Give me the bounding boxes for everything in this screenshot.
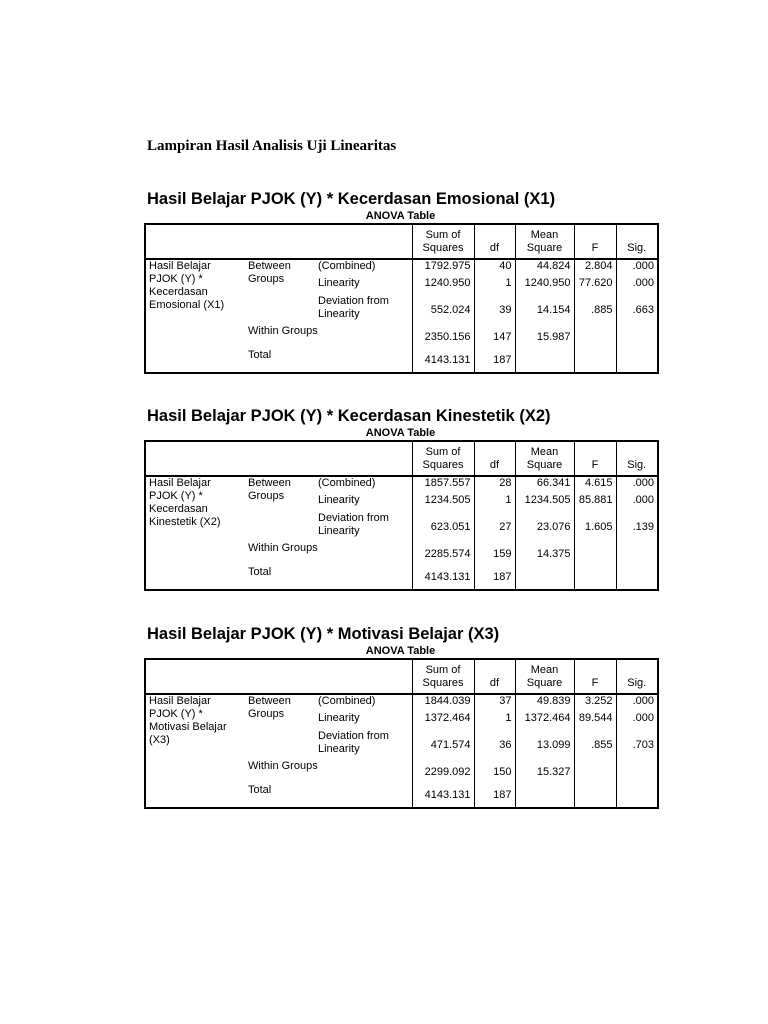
col-header-df: df <box>474 224 515 259</box>
total-label: Total <box>248 784 272 796</box>
cell-ss: 2350.156 <box>412 325 474 349</box>
cell-df: 37 <box>474 694 515 712</box>
cell-ms: 1234.505 <box>515 494 574 512</box>
cell-ms <box>515 349 574 373</box>
cell-ss: 2285.574 <box>412 542 474 566</box>
col-header-df: df <box>474 441 515 476</box>
cell-ms: 15.987 <box>515 325 574 349</box>
deviation-label: Deviation from Linearity <box>318 730 389 755</box>
table-row-combined <box>145 259 658 277</box>
cell-ms: 14.375 <box>515 542 574 566</box>
table-row-combined <box>145 694 658 712</box>
linearity-label: Linearity <box>318 712 360 724</box>
cell-ms: 44.824 <box>515 259 574 277</box>
col-header-sum-of-squares: Sum of Squares <box>412 441 474 476</box>
col-header-f: F <box>574 441 616 476</box>
cell-sig <box>616 325 658 349</box>
combined-label: (Combined) <box>318 260 376 272</box>
page-heading: Lampiran Hasil Analisis Uji Linearitas <box>147 138 397 154</box>
header-blank <box>145 441 412 476</box>
cell-ss: 471.574 <box>412 730 474 760</box>
cell-ms: 15.327 <box>515 760 574 784</box>
col-header-mean-square: Mean Square <box>515 224 574 259</box>
col-header-mean-square: Mean Square <box>515 441 574 476</box>
col-header-sig: Sig. <box>616 224 658 259</box>
cell-sig <box>616 566 658 590</box>
cell-ss: 1240.950 <box>412 277 474 295</box>
cell-f <box>574 349 616 373</box>
anova-table <box>144 658 659 809</box>
cell-sig: .000 <box>616 476 658 494</box>
cell-ss: 4143.131 <box>412 566 474 590</box>
cell-f <box>574 784 616 808</box>
cell-f: 2.804 <box>574 259 616 277</box>
anova-section-x3 <box>144 624 657 809</box>
cell-ms <box>515 784 574 808</box>
cell-sig: .000 <box>616 494 658 512</box>
within-groups-label: Within Groups <box>248 542 318 554</box>
col-header-f: F <box>574 224 616 259</box>
cell-ss: 2299.092 <box>412 760 474 784</box>
row-label: Hasil Belajar PJOK (Y) * Kecerdasan Kinestetik (X2) <box>149 477 221 528</box>
cell-ss: 4143.131 <box>412 349 474 373</box>
cell-f: 89.544 <box>574 712 616 730</box>
cell-f <box>574 760 616 784</box>
cell-f <box>574 542 616 566</box>
header-row <box>145 659 658 694</box>
cell-sig: .000 <box>616 712 658 730</box>
cell-sig: .000 <box>616 277 658 295</box>
total-label: Total <box>248 566 272 578</box>
cell-sig: .703 <box>616 730 658 760</box>
cell-f: .855 <box>574 730 616 760</box>
cell-df: 187 <box>474 566 515 590</box>
cell-ss: 1857.557 <box>412 476 474 494</box>
cell-sig <box>616 760 658 784</box>
cell-sig: .139 <box>616 512 658 542</box>
col-header-sig: Sig. <box>616 441 658 476</box>
combined-label: (Combined) <box>318 695 376 707</box>
cell-sig <box>616 784 658 808</box>
header-row <box>145 224 658 259</box>
cell-ss: 1234.505 <box>412 494 474 512</box>
total-label: Total <box>248 349 272 361</box>
col-header-sum-of-squares: Sum of Squares <box>412 224 474 259</box>
col-header-sig: Sig. <box>616 659 658 694</box>
col-header-sum-of-squares: Sum of Squares <box>412 659 474 694</box>
cell-df: 1 <box>474 277 515 295</box>
cell-f: 85.881 <box>574 494 616 512</box>
cell-f: 4.615 <box>574 476 616 494</box>
cell-df: 187 <box>474 349 515 373</box>
cell-ms: 1240.950 <box>515 277 574 295</box>
cell-sig <box>616 542 658 566</box>
cell-df: 27 <box>474 512 515 542</box>
cell-ms: 23.076 <box>515 512 574 542</box>
cell-sig: .000 <box>616 259 658 277</box>
col-header-mean-square: Mean Square <box>515 659 574 694</box>
col-header-df: df <box>474 659 515 694</box>
cell-f <box>574 566 616 590</box>
cell-df: 28 <box>474 476 515 494</box>
cell-ss: 623.051 <box>412 512 474 542</box>
anova-section-x2 <box>144 406 657 591</box>
linearity-label: Linearity <box>318 277 360 289</box>
cell-ss: 4143.131 <box>412 784 474 808</box>
section-title: Hasil Belajar PJOK (Y) * Motivasi Belajar (X3) <box>147 625 500 643</box>
table-caption: ANOVA Table <box>365 427 436 439</box>
row-label: Hasil Belajar PJOK (Y) * Kecerdasan Emosional (X1) <box>149 260 225 311</box>
cell-ms: 13.099 <box>515 730 574 760</box>
cell-sig <box>616 349 658 373</box>
header-blank <box>145 224 412 259</box>
table-caption: ANOVA Table <box>365 645 436 657</box>
cell-df: 187 <box>474 784 515 808</box>
cell-ms: 1372.464 <box>515 712 574 730</box>
within-groups-label: Within Groups <box>248 325 318 337</box>
deviation-label: Deviation from Linearity <box>318 512 389 537</box>
combined-label: (Combined) <box>318 477 376 489</box>
cell-df: 147 <box>474 325 515 349</box>
cell-f <box>574 325 616 349</box>
cell-ms: 14.154 <box>515 295 574 325</box>
cell-df: 40 <box>474 259 515 277</box>
cell-df: 39 <box>474 295 515 325</box>
header-blank <box>145 659 412 694</box>
cell-ss: 552.024 <box>412 295 474 325</box>
cell-df: 1 <box>474 712 515 730</box>
between-groups-label: Between Groups <box>248 260 291 285</box>
deviation-label: Deviation from Linearity <box>318 295 389 320</box>
cell-df: 150 <box>474 760 515 784</box>
within-groups-label: Within Groups <box>248 760 318 772</box>
header-row <box>145 441 658 476</box>
section-title: Hasil Belajar PJOK (Y) * Kecerdasan Kinestetik (X2) <box>147 407 551 425</box>
cell-sig: .663 <box>616 295 658 325</box>
anova-table <box>144 223 659 374</box>
linearity-label: Linearity <box>318 494 360 506</box>
between-groups-label: Between Groups <box>248 695 291 720</box>
cell-ms: 66.341 <box>515 476 574 494</box>
cell-ms <box>515 566 574 590</box>
table-caption: ANOVA Table <box>365 210 436 222</box>
col-header-f: F <box>574 659 616 694</box>
cell-f: .885 <box>574 295 616 325</box>
anova-table <box>144 440 659 591</box>
cell-f: 1.605 <box>574 512 616 542</box>
cell-ss: 1844.039 <box>412 694 474 712</box>
section-title: Hasil Belajar PJOK (Y) * Kecerdasan Emosional (X1) <box>147 190 556 208</box>
cell-f: 77.620 <box>574 277 616 295</box>
cell-df: 36 <box>474 730 515 760</box>
anova-section-x1 <box>144 189 657 374</box>
between-groups-label: Between Groups <box>248 477 291 502</box>
cell-ms: 49.839 <box>515 694 574 712</box>
table-row-combined <box>145 476 658 494</box>
cell-ss: 1372.464 <box>412 712 474 730</box>
cell-df: 1 <box>474 494 515 512</box>
row-label: Hasil Belajar PJOK (Y) * Motivasi Belajar (X3) <box>149 695 227 746</box>
cell-sig: .000 <box>616 694 658 712</box>
cell-ss: 1792.975 <box>412 259 474 277</box>
cell-f: 3.252 <box>574 694 616 712</box>
cell-df: 159 <box>474 542 515 566</box>
